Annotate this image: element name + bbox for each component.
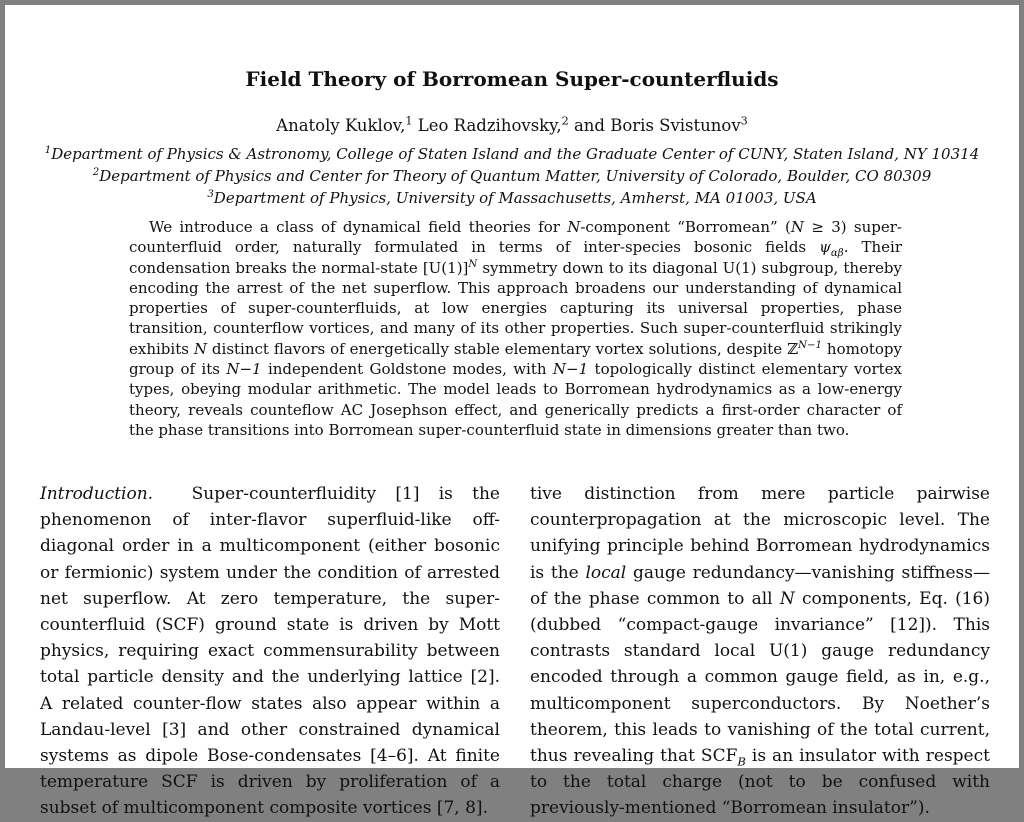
affiliation-mark: 2 (561, 114, 569, 128)
affiliation-line (5, 187, 1019, 209)
affiliation-text: Department of Physics, University of Massachusetts, Amherst, MA 01003, USA (213, 189, 817, 207)
affiliation-line (5, 143, 1019, 165)
body-text: Super-counterfluidity [1] is the phenomenon of inter-flavor superfluid-like off-diagonal order in a multicomponent (either bosonic or fermionic) system under the condition of arrested net superflow. At zero temperature, the super-counterfluid (SCF) ground state is driven by Mott physics, requiring exact commensurability between total particle density and the underlying lattice [2]. A related counter-flow states also appear within a Landau-level [3] and other constrained dynamical systems as dipole Bose-condensates [4–6]. At finite temperature SCF is driven by proliferation of a subset of multicomponent composite vortices [7, 8]. (40, 484, 500, 819)
affiliation-mark: 1 (44, 145, 52, 156)
body-column-left (40, 481, 500, 822)
author-name: Leo Radzihovsky, (417, 116, 562, 135)
paper-page (5, 5, 1019, 819)
affiliation-mark: 3 (740, 114, 748, 128)
body-column-right: tive distinction from mere particle pairwise counterpropagation at the microscopic level. The unifying principle behind Borromean hydrodynamics is the local gauge redundancy—vanishing stiffness—of the phase common to all N components, Eq. (16) (dubbed “compact-gauge invariance” [12]). This contrasts standard local U(1) gauge redundancy encoded through a common gauge field, as in, e.g., multicomponent superconductors. By Noether’s theorem, this leads to vanishing of the total current, thus revealing that $SCF_B$ is an insulator with respect to the total charge (not to be confused with previously-mentioned “Borromean insulator”). (530, 484, 991, 819)
abstract: We introduce a class of dynamical field theories for N-component “Borromean” (N ≥ 3) super-counterfluid order, naturally formulated in terms of inter-species bosonic fields $\psi_{\alpha\beta}$. Their condensation breaks the normal-state $[U(1)]^N$ symmetry down to its diagonal U(1) subgroup, thereby encoding the arrest of the net superflow. This approach broadens our understanding of dynamical properties of super-counterfluids, at low energies capturing its universal properties, phase transition, counterflow vortices, and many of its other properties. Such super-counterfluid strikingly exhibits N distinct flavors of energetically stable elementary vortex solutions, despite ℤ$^{N-1}$ homotopy group of its N−1 independent Goldstone modes, with N−1 topologically distinct elementary vortex types, obeying modular arithmetic. The model leads to Borromean hydrodynamics as a low-energy theory, reveals counteflow AC Josephson effect, and generically predicts a first-order character of the phase transitions into Borromean super-counterfluid state in dimensions greater than two. (129, 218, 903, 439)
author-list (5, 116, 1019, 135)
affiliation-list (5, 143, 1019, 209)
affiliation-mark: 1 (405, 114, 413, 128)
author-name: Anatoly Kuklov, (276, 116, 406, 135)
affiliation-text: Department of Physics and Center for Theory of Quantum Matter, University of Colorado, Boulder, CO 80309 (99, 167, 932, 185)
affiliation-line (5, 165, 1019, 187)
affiliation-mark: 2 (92, 167, 100, 178)
author-name: and Boris Svistunov (573, 116, 741, 135)
paper-title: Field Theory of Borromean Super-counterfluids (245, 67, 779, 91)
section-label: Introduction. (40, 484, 154, 504)
affiliation-text: Department of Physics & Astronomy, College of Staten Island and the Graduate Center of CUNY, Staten Island, NY 10314 (51, 145, 980, 163)
affiliation-mark: 3 (207, 189, 214, 200)
